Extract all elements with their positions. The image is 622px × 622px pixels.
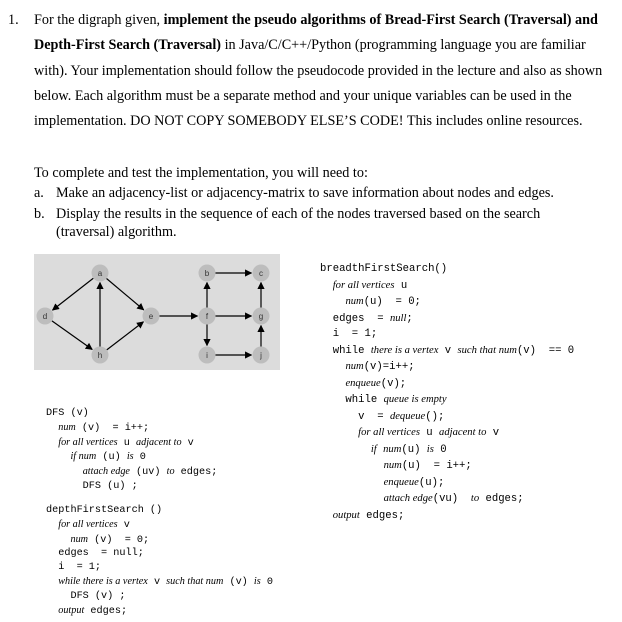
code-line <box>46 604 273 619</box>
code-segment: (v)=i++; <box>363 361 415 373</box>
code-italic-segment: queue is empty <box>383 394 447 405</box>
code-line <box>46 547 273 561</box>
code-line <box>46 407 217 421</box>
code-segment: v <box>117 519 130 531</box>
question-number: 1. <box>8 12 19 28</box>
code-italic-segment: adjacent to <box>439 427 487 438</box>
code-line <box>320 311 574 328</box>
code-segment: v = <box>320 410 390 423</box>
code-segment: v <box>486 427 500 439</box>
code-segment: (v); <box>380 377 407 390</box>
code-italic-segment: there is a vertex <box>370 344 439 356</box>
code-segment: edges; <box>359 509 405 522</box>
code-line <box>46 421 217 436</box>
code-segment: u <box>419 427 440 439</box>
node-label: i <box>206 351 208 360</box>
code-segment: v <box>181 437 194 449</box>
code-line <box>46 504 273 518</box>
code-line <box>320 376 574 393</box>
code-segment: (v) = i++; <box>75 422 150 434</box>
code-segment: i = 1; <box>320 328 378 340</box>
code-italic-segment: if num <box>70 451 97 463</box>
code-line <box>320 475 574 492</box>
code-italic-segment: such that num <box>166 575 224 587</box>
code-segment: v <box>147 576 167 588</box>
question-paragraph <box>34 8 604 134</box>
digraph <box>34 254 280 370</box>
item-a-text: Make an adjacency-list or adjacency-matrix to save information about nodes and edges. <box>56 185 554 201</box>
code-segment <box>46 423 58 434</box>
code-italic-segment: null <box>389 312 407 324</box>
bfs-code-block <box>320 262 574 524</box>
code-italic-segment: if <box>370 443 377 455</box>
code-segment: 0 <box>133 452 146 464</box>
code-segment <box>320 493 384 505</box>
code-segment <box>46 535 70 546</box>
code-segment <box>320 280 333 292</box>
code-line <box>320 327 574 343</box>
code-italic-segment: such that num <box>457 344 517 356</box>
node-label: d <box>42 312 48 321</box>
code-segment: edges; <box>479 493 524 505</box>
item-b-label: b. <box>34 206 45 222</box>
code-segment <box>320 296 345 308</box>
code-segment: ; <box>406 312 413 325</box>
code-segment: DFS (u) ; <box>46 480 138 492</box>
code-italic-segment: enqueue <box>345 377 381 389</box>
code-segment: DFS (v) <box>46 408 89 419</box>
code-segment <box>320 510 333 522</box>
intro-text: For the digraph given, <box>34 12 164 28</box>
code-segment <box>46 452 70 463</box>
item-b-text: Display the results in the sequence of each of the nodes traversed based on the search (traversal) algorithm. <box>56 206 541 240</box>
intro-rest-text: in Java/C/C++/Python (programming language you are familiar with). Your implementation should follow the pseudocode provided in the lecture and also as shown below. Each algorithm must be a separate method and your unique variables can be used in the implementation. DO NOT COPY SOMEBODY ELSE’S CODE! This includes online resources. <box>34 37 603 130</box>
code-segment: v <box>438 344 458 357</box>
code-italic-segment: enqueue <box>383 476 419 488</box>
code-segment: edges; <box>174 467 218 479</box>
code-segment: breadthFirstSearch() <box>320 263 448 275</box>
node-label: e <box>148 312 154 321</box>
code-segment: (uv) <box>129 467 167 479</box>
code-line <box>46 450 217 465</box>
code-italic-segment: for all vertices <box>58 436 118 448</box>
code-segment <box>46 467 83 478</box>
code-line <box>320 278 574 295</box>
code-line <box>320 392 574 409</box>
code-line <box>320 425 574 442</box>
code-italic-segment: output <box>58 604 85 616</box>
code-segment <box>46 577 58 588</box>
code-segment: u <box>117 437 136 449</box>
node-label: b <box>204 269 210 278</box>
node-label: a <box>97 269 103 278</box>
code-segment: while <box>320 394 384 406</box>
code-line <box>320 294 574 311</box>
code-line <box>46 465 217 480</box>
code-italic-segment: attach edge <box>82 466 130 478</box>
code-italic-segment: num <box>345 361 364 372</box>
todo-text: To complete and test the implementation, you will need to: <box>34 165 368 181</box>
code-segment <box>46 606 58 617</box>
code-italic-segment: attach edge <box>383 493 433 504</box>
code-segment <box>320 477 384 489</box>
code-segment: edges = <box>320 312 390 325</box>
dfs-code-block <box>46 407 217 494</box>
code-segment <box>46 520 58 531</box>
code-segment <box>320 378 345 390</box>
code-italic-segment: while there is a vertex <box>58 575 148 587</box>
depth-first-code-block <box>46 504 273 618</box>
code-segment: (vu) <box>432 493 471 505</box>
code-italic-segment: adjacent to <box>136 436 182 448</box>
code-line <box>320 508 574 525</box>
node-label: f <box>205 312 209 321</box>
code-italic-segment: for all vertices <box>358 427 420 438</box>
code-italic-segment: num <box>70 533 89 545</box>
code-line <box>320 442 574 459</box>
node-label: j <box>260 351 262 360</box>
code-segment: (v) == 0 <box>516 344 575 357</box>
code-segment: edges; <box>84 605 128 617</box>
code-line <box>46 575 273 590</box>
code-segment <box>320 444 371 456</box>
code-italic-segment: to <box>470 493 480 504</box>
code-italic-segment: is <box>126 451 134 463</box>
code-italic-segment: for all vertices <box>332 279 395 291</box>
node-label: c <box>259 269 263 278</box>
code-segment <box>320 427 358 439</box>
code-segment: (u); <box>418 476 445 489</box>
code-segment <box>46 438 58 449</box>
code-italic-segment: num <box>383 460 402 471</box>
code-italic-segment: to <box>166 466 175 478</box>
code-segment: DFS (v) ; <box>46 590 126 602</box>
code-segment: depthFirstSearch () <box>46 505 163 516</box>
code-line <box>46 533 273 548</box>
code-segment: while <box>320 344 371 357</box>
code-segment: (v) <box>223 576 254 588</box>
code-line <box>320 491 574 508</box>
code-line <box>46 561 273 575</box>
code-italic-segment: is <box>253 575 261 587</box>
intro-bold-text: implement the pseudo algorithms of Bread-First Search (Traversal) and Depth-First Search (Traversal) <box>34 12 598 54</box>
code-italic-segment: num <box>345 296 364 307</box>
code-segment: (u) = 0; <box>363 296 421 308</box>
code-segment: i = 1; <box>46 562 102 574</box>
code-line <box>46 518 273 533</box>
code-segment <box>320 361 345 373</box>
code-segment: (); <box>425 410 445 423</box>
code-segment: (v) = 0; <box>88 534 150 546</box>
code-italic-segment: num <box>58 421 76 433</box>
code-line <box>46 436 217 451</box>
code-segment <box>320 460 384 472</box>
code-segment: (u) = i++; <box>401 460 472 472</box>
code-line <box>320 458 574 475</box>
code-segment: (u) <box>96 452 127 464</box>
code-italic-segment: for all vertices <box>58 518 118 530</box>
code-segment: 0 <box>260 576 273 588</box>
code-italic-segment: dequeue <box>389 410 426 422</box>
node-label: g <box>258 312 264 321</box>
code-line <box>46 480 217 494</box>
code-italic-segment: num <box>383 443 402 455</box>
code-segment: edges = null; <box>46 548 144 560</box>
node-label: h <box>97 351 103 360</box>
code-segment: u <box>394 279 408 292</box>
code-italic-segment: output <box>332 509 360 521</box>
code-line <box>320 409 574 426</box>
item-a-label: a. <box>34 185 44 201</box>
code-line <box>320 359 574 376</box>
code-italic-segment: is <box>426 443 434 455</box>
code-segment: 0 <box>433 443 447 456</box>
code-segment: (u) <box>401 443 427 456</box>
code-line <box>320 262 574 278</box>
code-line <box>46 590 273 604</box>
code-line <box>320 343 574 360</box>
